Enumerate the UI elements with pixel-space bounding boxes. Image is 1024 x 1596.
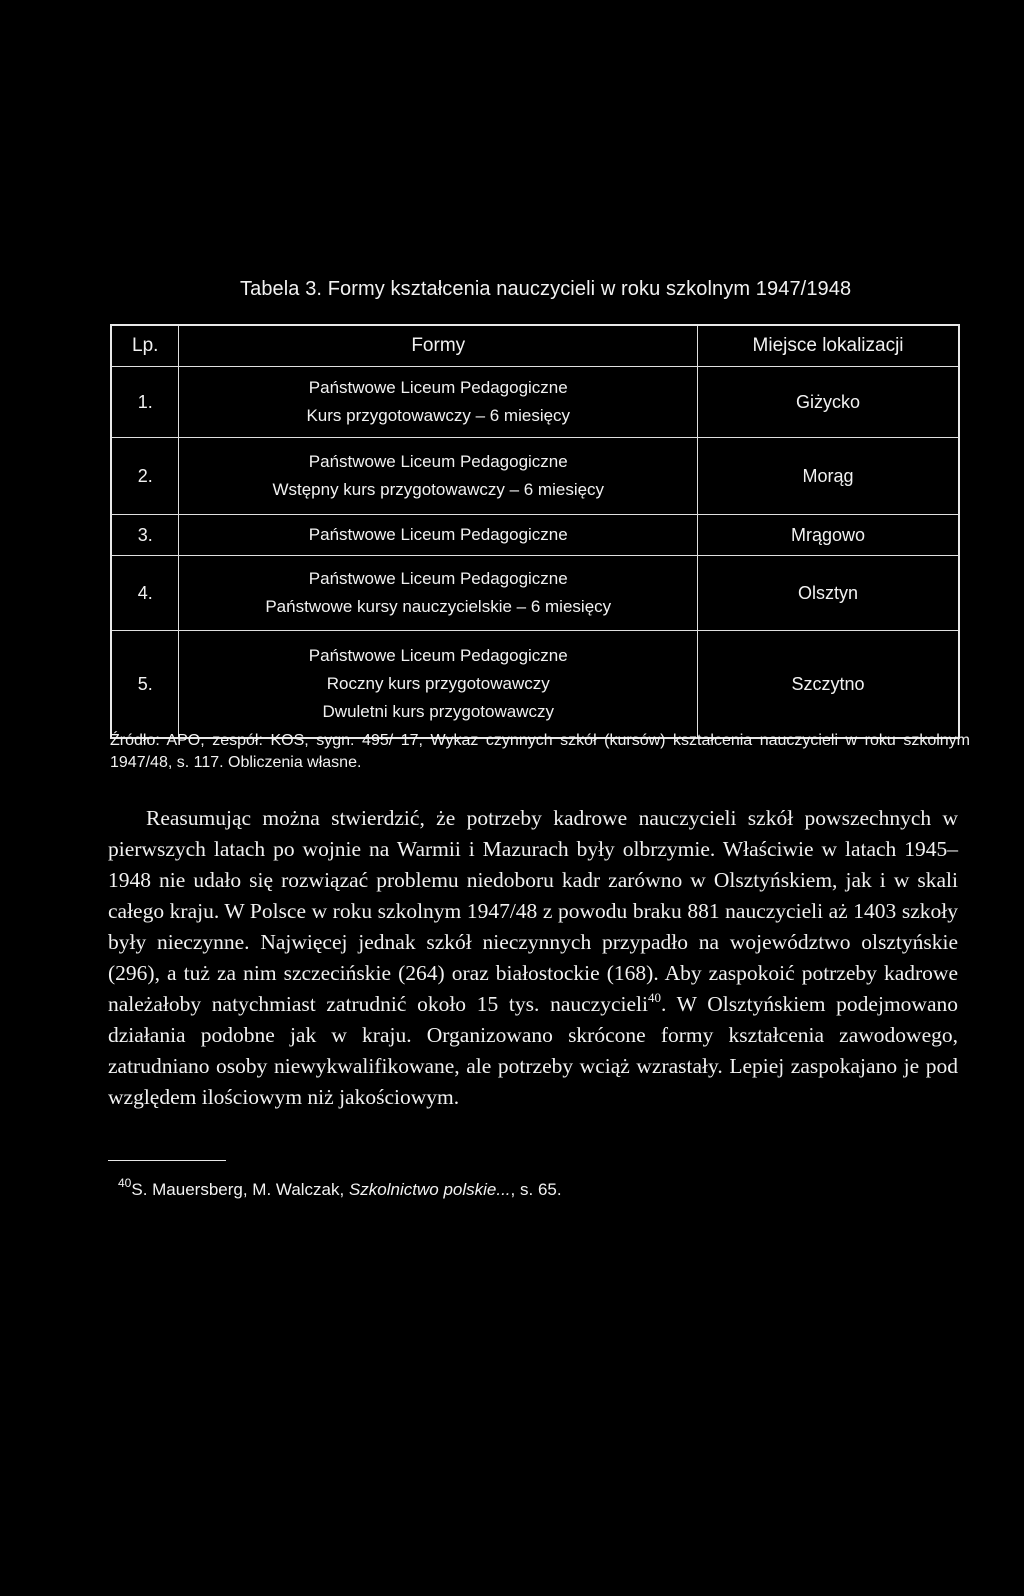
table-row	[111, 515, 959, 556]
paragraph-text-before-ref: Reasumując można stwierdzić, że potrzeby kadrowe nauczycieli szkół powszechnych w pierwszych latach po wojnie na Warmii i Mazurach były olbrzymie. Właściwie w latach 1945–1948 nie udało się rozwiązać problemu niedoboru kadr zarówno w Olsztyńskiem, jak i w skali całego kraju. W Polsce w roku szkolnym 1947/48 z powodu braku 881 nauczycieli aż 1403 szkoły były nieczynne. Najwięcej jednak szkół nieczynnych przypadło na województwo olsztyńskie (296), a tuż za nim szczecińskie (264) oraz białostockie (168). Aby zaspokoić potrzeby kadrowe należałoby natychmiast zatrudnić około 15 tys. nauczycieli	[108, 806, 958, 1016]
row-forms	[179, 515, 698, 556]
row-forms	[179, 631, 698, 739]
row-number: 5.	[111, 631, 179, 739]
row-number: 1.	[111, 367, 179, 438]
table-caption: Tabela 3. Formy kształcenia nauczycieli w roku szkolnym 1947/1948	[240, 278, 852, 300]
body-paragraph	[108, 803, 958, 1113]
footnote-authors: S. Mauersberg, M. Walczak,	[131, 1180, 349, 1199]
header-location: Miejsce lokalizacji	[698, 325, 959, 367]
footnote	[118, 1176, 958, 1200]
header-lp: Lp.	[111, 325, 179, 367]
row-location: Morąg	[698, 438, 959, 515]
form-line: Państwowe Liceum Pedagogiczne	[308, 378, 568, 397]
table-row	[111, 367, 959, 438]
row-number: 4.	[111, 556, 179, 631]
row-location: Szczytno	[698, 631, 959, 739]
footnote-number: 40	[118, 1176, 132, 1190]
row-number: 3.	[111, 515, 179, 556]
row-number: 2.	[111, 438, 179, 515]
form-line: Wstępny kurs przygotowawczy – 6 miesięcy	[272, 480, 605, 499]
header-forms: Formy	[179, 325, 698, 367]
table-header-row	[111, 325, 959, 367]
source-note: Źródło: APO, zespół: KOS, sygn. 495/ 17, Wykaz czynnych szkół (kursów) kształcenia nauczycieli w roku szkolnym 1947/48, s. 117. Obliczenia własne.	[110, 732, 970, 771]
form-line: Roczny kurs przygotowawczy	[326, 674, 550, 693]
form-line: Państwowe kursy nauczycielskie – 6 miesięcy	[265, 597, 612, 616]
form-line: Państwowe Liceum Pedagogiczne	[308, 646, 568, 665]
teacher-training-table	[110, 324, 960, 739]
footnote-title: Szkolnictwo polskie...	[348, 1180, 511, 1199]
footnote-divider	[108, 1160, 226, 1161]
form-line: Państwowe Liceum Pedagogiczne	[308, 569, 568, 588]
form-line: Państwowe Liceum Pedagogiczne	[308, 525, 568, 544]
row-location: Olsztyn	[698, 556, 959, 631]
form-line: Dwuletni kurs przygotowawczy	[322, 702, 554, 721]
row-forms	[179, 556, 698, 631]
row-location: Giżycko	[698, 367, 959, 438]
row-forms	[179, 367, 698, 438]
table-row	[111, 631, 959, 739]
row-forms	[179, 438, 698, 515]
table-row	[111, 438, 959, 515]
row-location: Mrągowo	[698, 515, 959, 556]
table-row	[111, 556, 959, 631]
form-line: Kurs przygotowawczy – 6 miesięcy	[306, 406, 571, 425]
footnote-pages: , s. 65.	[510, 1180, 562, 1199]
paragraph-text-after-ref: . W Olsztyńskiem podejmowano działania podobne jak w kraju. Organizowano skrócone formy kształcenia zawodowego, zatrudniano osoby niewykwalifikowane, ale potrzeby wciąż wzrastały. Lepiej zaspokajano je pod względem ilościowym niż jakościowym.	[108, 992, 958, 1109]
form-line: Państwowe Liceum Pedagogiczne	[308, 452, 568, 471]
footnote-reference[interactable]: 40	[647, 990, 661, 1005]
